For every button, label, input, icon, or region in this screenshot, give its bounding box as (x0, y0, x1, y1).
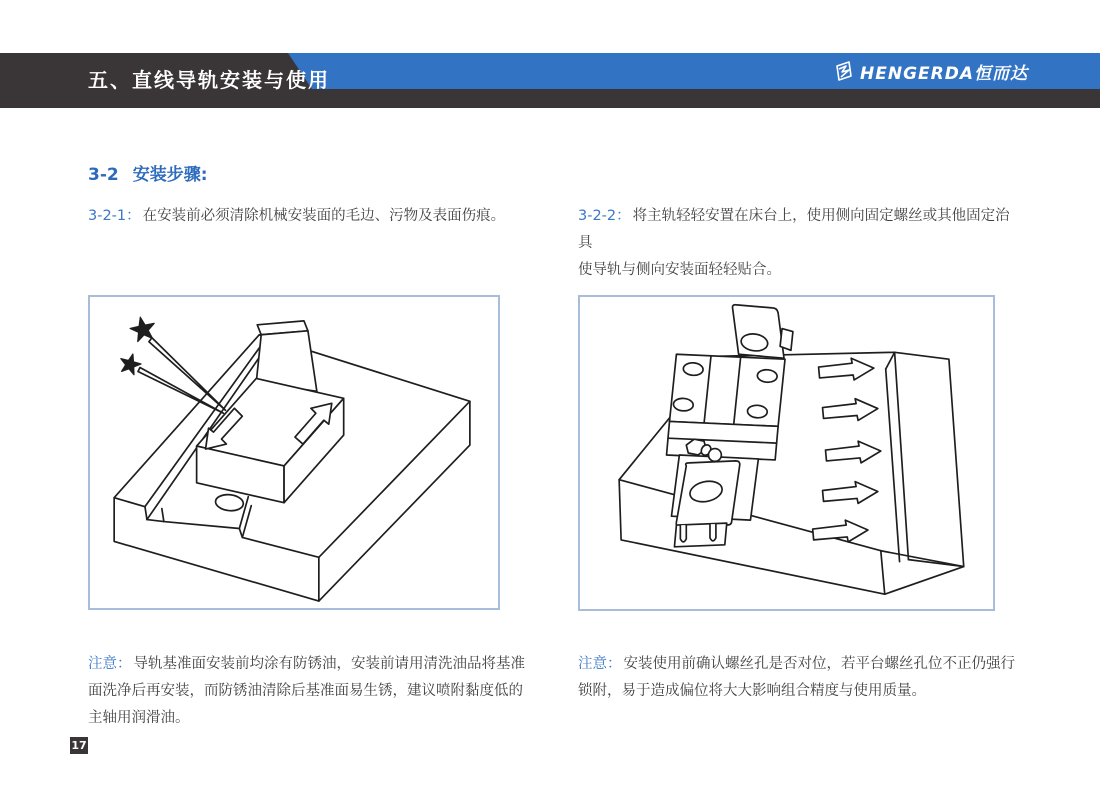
note-line: 锁附，易于造成偏位将大大影响组合精度与使用质量。 (578, 683, 926, 699)
clean-surface-line-art (90, 297, 498, 608)
note-text: 安装使用前确认螺丝孔是否对位，若平台螺丝孔位不正仍强行 (623, 656, 1015, 672)
note-right (578, 651, 1023, 705)
step-line: 使导轨与侧向安装面轻轻贴合。 (578, 262, 781, 278)
step-text: 在安装前必须清除机械安装面的毛边、污物及表面伤痕。 (142, 208, 506, 224)
brand-logo (833, 53, 1028, 89)
brand-mark-icon (833, 60, 855, 82)
section-title: 安装步骤: (132, 165, 208, 185)
rear-clamp-plate (733, 305, 793, 358)
note-line: 面洗净后再安装，而防锈油清除后基准面易生锈，建议喷附黏度低的 (88, 683, 523, 699)
step-3-2-2 (578, 203, 1018, 284)
note-label: 注意： (578, 656, 622, 672)
step-label: 3-2-1： (88, 208, 141, 224)
step-text: 将主轨轻轻安置在床台上，使用侧向固定螺丝或其他固定治具 (578, 208, 1010, 251)
note-line (578, 651, 1023, 678)
note-line (88, 651, 543, 678)
section-number: 3-2 (88, 165, 119, 185)
page-title: 五、直线导轨安装与使用 (88, 68, 330, 92)
figure-clean-surface (88, 295, 500, 610)
note-label: 注意： (88, 656, 132, 672)
step-line (88, 203, 540, 230)
note-left (88, 651, 543, 732)
brand-text: HENGERDA恒而达 (860, 63, 1028, 84)
header-bar (0, 53, 1100, 108)
step-label: 3-2-2： (578, 208, 631, 224)
section-heading (88, 160, 208, 185)
step-3-2-1 (88, 203, 540, 230)
page-number: 17 (71, 739, 87, 752)
note-line: 主轴用润滑油。 (88, 710, 190, 726)
place-rail-line-art (580, 297, 993, 609)
note-text: 导轨基准面安装前均涂有防锈油，安装前请用清洗油品将基准 (133, 656, 525, 672)
spark-star-icon (118, 315, 158, 376)
step-line (578, 203, 1018, 257)
platform (619, 352, 964, 594)
guide-rail-carriage (667, 354, 785, 460)
figure-place-rail (578, 295, 995, 611)
